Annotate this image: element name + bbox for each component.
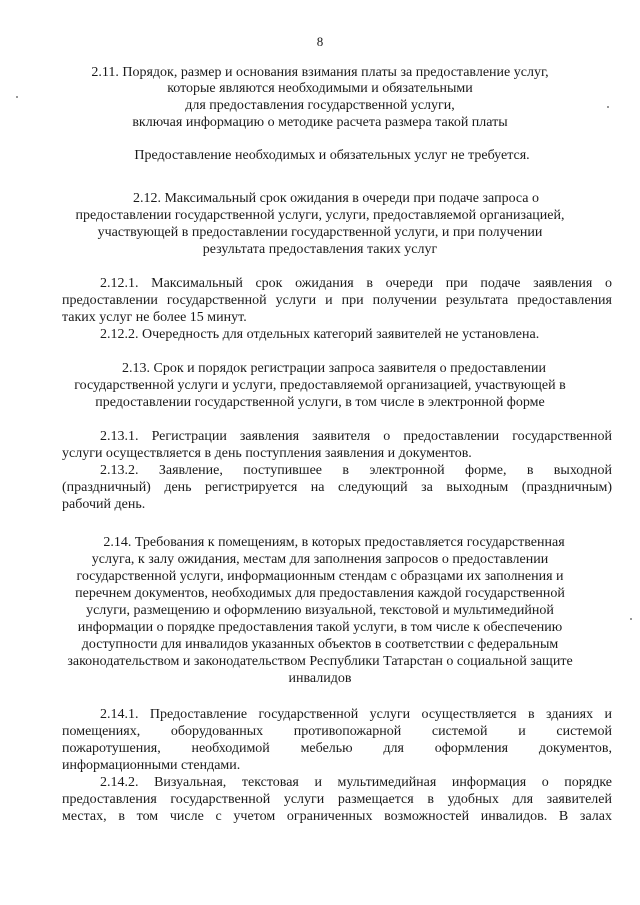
section-heading-line: предоставлении государственной услуги, услуги, предоставляемой организацией, xyxy=(75,208,565,223)
paragraph-line: 2.13.1. Регистрации заявления заявителя о предоставлении государственной xyxy=(100,429,612,444)
section-heading-line: участвующей в предоставлении государственной услуги, и при получении xyxy=(97,225,543,240)
section-heading-line: инвалидов xyxy=(288,671,352,686)
section-heading-line: результата предоставления таких услуг xyxy=(202,242,438,257)
paragraph-line: 2.13.2. Заявление, поступившее в электронной форме, в выходной xyxy=(100,463,612,478)
section-heading-line: перечнем документов, необходимых для предоставления каждой государственной xyxy=(75,586,565,601)
section-heading-line: законодательством и законодательством Республики Татарстан о социальной защите xyxy=(67,654,573,669)
paragraph-line: пожаротушения, необходимой мебелью для оформления документов, xyxy=(62,741,612,756)
section-heading-line: услуга, к залу ожидания, местам для заполнения запросов о предоставлении xyxy=(91,552,549,567)
page-number: 8 xyxy=(316,34,324,49)
paragraph-line: Предоставление необходимых и обязательных услуг не требуется. xyxy=(134,148,530,163)
paragraph-line: 2.12.2. Очередность для отдельных категорий заявителей не установлена. xyxy=(100,327,540,342)
paragraph-line: (праздничный) день регистрируется на следующий за выходным (праздничным) xyxy=(62,480,612,495)
section-heading-line: услуги, размещению и оформлению визуальной, текстовой и мультимедийной xyxy=(86,603,554,618)
section-heading-line: которые являются необходимыми и обязательными xyxy=(167,81,473,96)
section-heading-line: государственной услуги, информационным стендам с образцами их заполнения и xyxy=(76,569,564,584)
section-heading-line: включая информацию о методике расчета размера такой платы xyxy=(132,115,508,130)
paragraph-line: 2.12.1. Максимальный срок ожидания в очереди при подаче заявления о xyxy=(100,276,612,291)
section-heading-line: 2.14. Требования к помещениям, в которых предоставляется государственная xyxy=(103,535,565,550)
paragraph-line: 2.14.1. Предоставление государственной услуги осуществляется в зданиях и xyxy=(100,707,612,722)
paragraph-line: местах, в том числе с учетом ограниченных возможностей инвалидов. В залах xyxy=(62,809,612,824)
paragraph-line: таких услуг не более 15 минут. xyxy=(62,310,247,325)
section-heading-line: для предоставления государственной услуги, xyxy=(185,98,455,113)
paragraph-line: помещениях, оборудованных противопожарной системой и системой xyxy=(62,724,612,739)
section-heading-line: информации о порядке предоставления такой услуги, в том числе к обеспечению xyxy=(77,620,563,635)
paragraph-line: информационными стендами. xyxy=(62,758,241,773)
section-heading-line: 2.11. Порядок, размер и основания взимания платы за предоставление услуг, xyxy=(91,65,549,80)
section-heading-line: предоставлении государственной услуги, в том числе в электронной форме xyxy=(95,395,545,410)
section-heading-line: государственной услуги и услуги, предоставляемой организацией, участвующей в xyxy=(74,378,566,393)
paragraph-line: предоставлении государственной услуги и при получении результата предоставления xyxy=(62,293,612,308)
section-heading-line: доступности для инвалидов указанных объектов в соответствии с федеральным xyxy=(81,637,559,652)
paragraph-line: 2.14.2. Визуальная, текстовая и мультимедийная информация о порядке xyxy=(100,775,612,790)
paragraph-line: предоставления государственной услуги размещается в удобных для заявителей xyxy=(62,792,612,807)
paragraph-line: рабочий день. xyxy=(62,497,146,512)
section-heading-line: 2.13. Срок и порядок регистрации запроса заявителя о предоставлении xyxy=(122,361,546,376)
section-heading-line: 2.12. Максимальный срок ожидания в очереди при подаче запроса о xyxy=(132,191,540,206)
paragraph-line: услуги осуществляется в день поступления заявления и документов. xyxy=(62,446,472,461)
